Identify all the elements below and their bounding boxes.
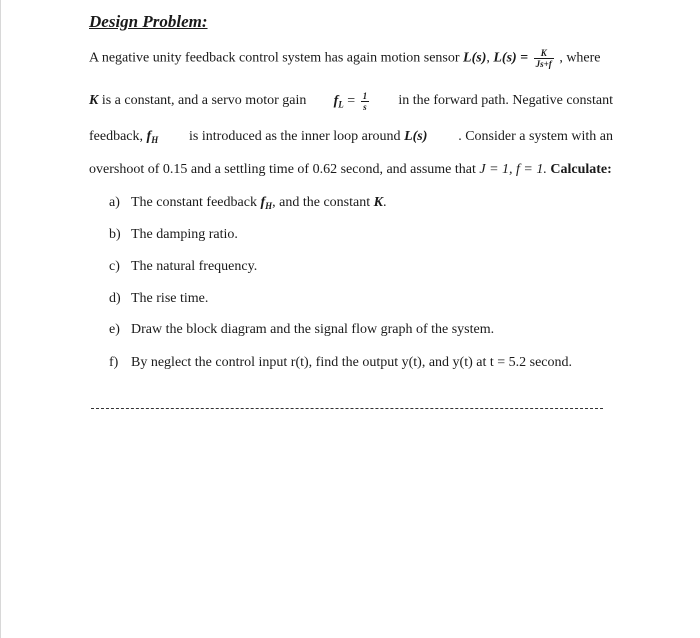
list-label: a) — [109, 195, 120, 210]
feedback-subscript: H — [151, 135, 159, 145]
paragraph-line-3 — [89, 127, 613, 150]
gain-equals: = — [343, 93, 359, 109]
list-text: The constant feedback — [131, 195, 261, 210]
transfer-function-fraction — [534, 48, 554, 69]
calculate-heading: Calculate: — [546, 162, 612, 177]
fraction-numerator: K — [534, 48, 554, 59]
paragraph-line-2 — [89, 91, 613, 115]
line2-tail: in the forward path. Negative constant — [398, 93, 613, 108]
line3-middle — [189, 127, 427, 150]
fraction-denominator: Js+f — [535, 59, 552, 69]
line2-text: is a constant, and a servo motor gain — [98, 93, 307, 108]
page-title: Design Problem: — [89, 12, 208, 31]
line3-text-2: is introduced as the inner loop around — [189, 129, 405, 144]
feedback-symbol: f — [146, 129, 152, 144]
motion-sensor-label: L(s) — [463, 50, 487, 66]
transfer-function-lhs: L(s) = — [493, 50, 532, 66]
line3-tail: . Consider a system with an — [458, 129, 613, 144]
list-label: c) — [109, 259, 120, 274]
gain-fraction-denominator: s — [363, 102, 367, 112]
list-text: The damping ratio. — [131, 227, 238, 242]
line1-tail: , where — [555, 50, 601, 66]
inner-loop-label: L(s) — [404, 129, 428, 144]
dashed-divider — [91, 408, 603, 409]
list-item-c — [109, 257, 257, 277]
list-label: d) — [109, 291, 121, 306]
list-text: Draw the block diagram and the signal flow graph of the system. — [131, 322, 495, 337]
gain-fraction — [361, 91, 370, 112]
line3-left — [89, 127, 158, 150]
line4-text: overshoot of 0.15 and a settling time of 0.62 second, and assume that — [89, 162, 480, 177]
list-item-d — [109, 289, 208, 309]
gain-symbol: f — [333, 93, 339, 109]
gain-subscript: L — [338, 99, 344, 110]
feedback-subscript: H — [265, 201, 273, 211]
line2-gain — [334, 91, 372, 115]
list-item-a — [109, 193, 386, 216]
list-item-b — [109, 225, 238, 245]
paragraph-line-1 — [89, 48, 613, 69]
list-text: , and the constant — [272, 195, 374, 210]
list-text: The natural frequency. — [131, 259, 258, 274]
list-text: The rise time. — [131, 291, 209, 306]
list-text: By neglect the control input r(t), find the output y(t), and y(t) at t = 5.2 second. — [131, 355, 573, 370]
line2-left — [89, 91, 306, 115]
parameter-values: J = 1, f = 1. — [479, 162, 547, 177]
line1-comma: , — [486, 50, 494, 66]
line3-text: feedback, — [89, 129, 147, 144]
list-text: . — [382, 195, 387, 210]
list-label: f) — [109, 355, 119, 370]
gain-fraction-numerator: 1 — [362, 91, 368, 101]
paragraph-line-4 — [89, 160, 613, 180]
list-item-e — [109, 320, 494, 340]
constant-k: K — [89, 93, 99, 108]
feedback-symbol: f — [260, 195, 266, 210]
list-label: e) — [109, 322, 120, 337]
list-item-f — [109, 353, 572, 373]
line1-text: A negative unity feedback control system has again motion sensor — [89, 50, 464, 66]
constant-k: K — [373, 195, 383, 210]
list-label: b) — [109, 227, 121, 242]
